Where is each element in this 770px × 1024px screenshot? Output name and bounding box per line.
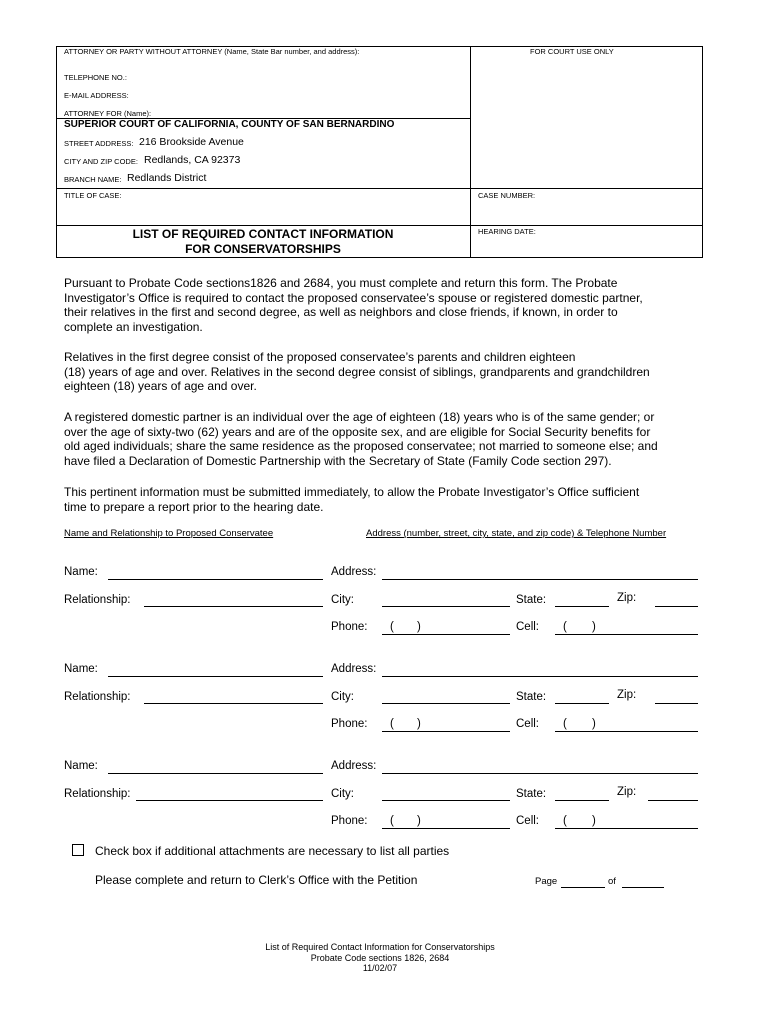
paragraph-domestic-partner [64,410,694,468]
state-input-line[interactable] [555,800,609,801]
phone-paren-close: ) [417,815,421,827]
text-line: Relatives in the first degree consist of the proposed conservatee’s parents and children eighteen [64,350,576,364]
phone-label: Phone: [331,718,368,730]
zip-label: Zip: [617,592,637,604]
city-label: City: [331,594,354,606]
name-input-line[interactable] [108,773,323,774]
page-number-input[interactable] [561,887,605,888]
cell-input-line[interactable] [555,731,698,732]
phone-input-line[interactable] [382,828,510,829]
paragraph-deadline [64,485,694,514]
footer-form-name: List of Required Contact Information for Conservatorships [265,942,495,952]
text-line: Pursuant to Probate Code sections1826 and 2684, you must complete and return this form. The Probate [64,276,618,290]
city-zip-value: Redlands, CA 92373 [144,154,241,166]
form-title [56,227,470,256]
text-line: complete an investigation. [64,319,203,334]
paragraph-intro [64,276,694,334]
cell-paren-open: ( [563,815,567,827]
address-input-line[interactable] [382,676,698,677]
cell-label: Cell: [516,815,540,827]
text-line: This pertinent information must be submitted immediately, to allow the Probate Investigator’s Office sufficient [64,485,640,499]
city-zip-label: CITY AND ZIP CODE: [64,157,138,166]
attachments-checkbox[interactable] [72,844,84,856]
phone-paren-close: ) [417,621,421,633]
branch-value: Redlands District [127,172,207,184]
form-title-line2: FOR CONSERVATORSHIPS [185,241,341,256]
text-line: time to prepare a report prior to the hearing date. [64,499,324,514]
branch-label: BRANCH NAME: [64,175,122,184]
text-line: over the age of sixty-two (62) years and are of the opposite sex, and are eligible for Social Security benefits for [64,424,651,439]
state-input-line[interactable] [555,703,609,704]
page-total-input[interactable] [622,887,664,888]
telephone-label[interactable]: TELEPHONE NO.: [64,73,127,82]
city-label: City: [331,788,354,800]
cell-paren-close: ) [592,815,596,827]
relationship-input-line[interactable] [144,703,323,704]
cell-paren-open: ( [563,621,567,633]
title-of-case-label[interactable]: TITLE OF CASE: [64,191,122,200]
cell-label: Cell: [516,718,540,730]
phone-paren-open: ( [390,621,394,633]
state-label: State: [516,594,547,606]
phone-input-line[interactable] [382,731,510,732]
paragraph-relatives [64,350,694,394]
page-label: Page [535,876,558,887]
zip-label: Zip: [617,786,637,798]
relationship-label: Relationship: [64,788,131,800]
relationship-input-line[interactable] [144,606,323,607]
caption-divider [470,46,471,258]
return-instructions: Please complete and return to Clerk’s Office with the Petition [95,873,418,887]
footer-code-sections: Probate Code sections 1826, 2684 [310,952,450,963]
city-input-line[interactable] [382,703,510,704]
address-label: Address: [331,760,377,772]
street-value: 216 Brookside Avenue [139,136,244,148]
state-label: State: [516,691,547,703]
name-label: Name: [64,760,98,772]
relationship-label: Relationship: [64,594,131,606]
name-label: Name: [64,663,98,675]
phone-paren-close: ) [417,718,421,730]
attachments-checkbox-label: Check box if additional attachments are necessary to list all parties [95,844,450,858]
cell-paren-close: ) [592,621,596,633]
state-label: State: [516,788,547,800]
title-of-case-line [56,188,703,189]
footer-revision-date: 11/02/07 [362,963,398,974]
cell-paren-close: ) [592,718,596,730]
text-line: old aged individuals; share the same residence as the proposed conservatee; not married to someone else; and [64,439,658,454]
zip-label: Zip: [617,689,637,701]
text-line: their relatives in the first and second degree, as well as neighbors and close friends, if known, in order to [64,305,618,320]
court-use-label: FOR COURT USE ONLY [530,47,614,56]
cell-paren-open: ( [563,718,567,730]
address-label: Address: [331,663,377,675]
zip-input-line[interactable] [648,800,698,801]
state-input-line[interactable] [555,606,609,607]
email-label[interactable]: E-MAIL ADDRESS: [64,91,129,100]
form-title-line [56,225,703,226]
attorney-label: ATTORNEY OR PARTY WITHOUT ATTORNEY (Name, State Bar number, and address): [64,47,360,56]
address-label: Address: [331,566,377,578]
text-line: eighteen (18) years of age and over. [64,379,257,394]
right-column-header: Address (number, street, city, state, and zip code) & Telephone Number [366,528,667,539]
name-input-line[interactable] [108,676,323,677]
cell-input-line[interactable] [555,828,698,829]
left-column-header: Name and Relationship to Proposed Conservatee [64,528,274,539]
court-name: SUPERIOR COURT OF CALIFORNIA, COUNTY OF SAN BERNARDINO [64,119,395,130]
phone-paren-open: ( [390,718,394,730]
name-label: Name: [64,566,98,578]
phone-paren-open: ( [390,815,394,827]
text-line: Investigator’s Office is required to contact the proposed conservatee’s spouse or registered domestic partner, [64,290,643,305]
address-input-line[interactable] [382,773,698,774]
hearing-date-label[interactable]: HEARING DATE: [478,227,536,236]
phone-input-line[interactable] [382,634,510,635]
phone-label: Phone: [331,621,368,633]
relationship-input-line[interactable] [136,800,323,801]
of-label: of [608,876,616,887]
relationship-label: Relationship: [64,691,131,703]
zip-input-line[interactable] [655,606,698,607]
cell-input-line[interactable] [555,634,698,635]
phone-label: Phone: [331,815,368,827]
text-line: A registered domestic partner is an individual over the age of eighteen (18) years who is of the same gender; or [64,410,655,424]
street-label: STREET ADDRESS: [64,139,134,148]
text-line: (18) years of age and over. Relatives in the second degree consist of siblings, grandparents and grandchildren [64,364,650,379]
form-footer [150,942,610,974]
cell-label: Cell: [516,621,540,633]
zip-input-line[interactable] [655,703,698,704]
city-input-line[interactable] [382,800,510,801]
city-input-line[interactable] [382,606,510,607]
attorney-for-label[interactable]: ATTORNEY FOR (Name): [64,109,152,118]
text-line: have filed a Declaration of Domestic Partnership with the Secretary of State (Family Code section 297). [64,453,612,468]
address-input-line[interactable] [382,579,698,580]
form-title-line1: LIST OF REQUIRED CONTACT INFORMATION [132,227,394,241]
name-input-line[interactable] [108,579,323,580]
case-number-label[interactable]: CASE NUMBER: [478,191,536,200]
city-label: City: [331,691,354,703]
